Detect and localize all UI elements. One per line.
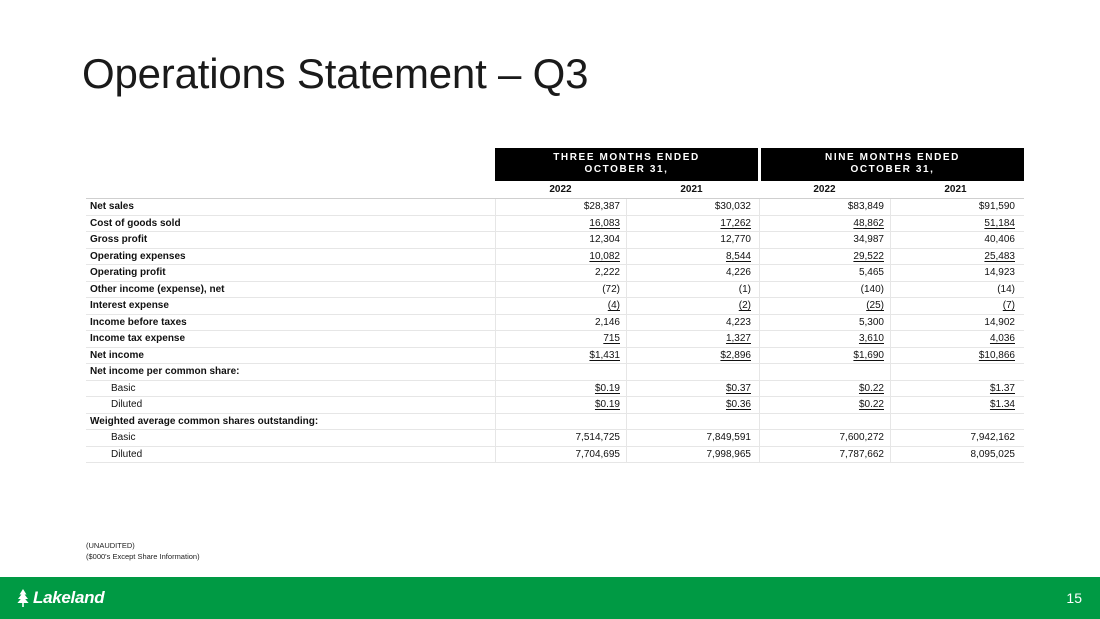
value-cell [759,232,890,248]
table-row [86,232,1024,249]
row-label: Net income per common share: [90,366,240,377]
value-cell [495,265,626,281]
group-header-three-months [495,148,758,181]
row-label: Income tax expense [90,333,186,344]
table-row [86,199,1024,216]
table-row [86,298,1024,315]
value-cell [626,364,757,380]
page-title: Operations Statement – Q3 [82,50,589,97]
value-cell [626,265,757,281]
value-text: 715 [603,333,620,344]
value-text: 7,942,162 [970,432,1015,443]
value-cell [495,348,626,364]
value-cell [890,298,1021,314]
value-text: 2,222 [594,267,620,278]
value-cell [495,447,626,463]
value-text: $0.19 [594,382,620,394]
value-cell [890,348,1021,364]
row-label: Weighted average common shares outstanding: [90,415,319,427]
table-row [86,414,1024,431]
value-cell [759,381,890,397]
value-text: $0.22 [858,399,884,410]
value-text: $1.37 [989,382,1015,394]
table-row [86,216,1024,233]
row-label: Basic [111,432,136,443]
value-text: 1,327 [725,333,751,344]
value-text: $30,032 [714,201,751,212]
value-cell [890,315,1021,331]
value-text: (7) [1002,300,1015,311]
footnote-units: ($000's Except Share Information) [86,552,200,561]
year-header: 2022 [549,184,572,195]
value-cell [495,249,626,265]
value-text: 4,223 [725,316,751,328]
value-cell [495,430,626,446]
value-cell [626,331,757,347]
value-text: 48,862 [853,217,884,229]
value-cell [495,298,626,314]
value-cell [759,364,890,380]
value-cell [495,282,626,298]
value-text: $10,866 [978,349,1015,361]
value-cell [890,216,1021,232]
value-cell [626,315,757,331]
row-label: Gross profit [90,234,148,245]
value-text: $1.34 [989,399,1015,410]
table-row [86,430,1024,447]
value-text: 29,522 [853,250,884,262]
row-label: Cost of goods sold [90,217,181,229]
value-cell [759,216,890,232]
value-cell [626,199,757,215]
value-text: $28,387 [583,201,620,212]
value-cell [495,232,626,248]
logo-wordmark: Lakeland [33,588,105,607]
value-text: 8,095,025 [970,448,1015,460]
table-row [86,364,1024,381]
value-cell [890,414,1021,430]
group-header-line1: THREE MONTHS ENDED [553,152,700,163]
value-cell [759,199,890,215]
table-row [86,348,1024,365]
table-row [86,249,1024,266]
value-text: (1) [738,283,751,295]
value-text: $0.36 [725,399,751,410]
value-cell [626,282,757,298]
value-text: 7,998,965 [706,448,751,460]
value-text: (25) [866,300,884,311]
value-cell [890,232,1021,248]
value-text: $83,849 [847,201,884,212]
value-cell [495,331,626,347]
value-text: 14,923 [984,267,1015,278]
value-text: (2) [738,300,751,311]
group-header-line2: OCTOBER 31, [584,164,669,175]
value-text: 7,704,695 [575,448,620,460]
year-header-row [86,181,1024,199]
value-cell [626,348,757,364]
value-text: $0.19 [594,399,620,410]
value-text: 5,465 [858,267,884,278]
value-text: 17,262 [720,217,751,229]
group-header-nine-months [761,148,1024,181]
value-text: 7,787,662 [839,448,884,460]
year-header: 2022 [813,184,836,195]
row-label: Basic [111,382,136,394]
value-cell [626,232,757,248]
value-text: $0.37 [725,382,751,394]
value-text: (4) [607,300,620,311]
year-header: 2021 [680,184,703,195]
value-cell [495,397,626,413]
value-text: 3,610 [858,333,884,344]
value-cell [890,282,1021,298]
footer-bar [0,577,1100,619]
row-label: Diluted [111,399,143,410]
value-cell [759,249,890,265]
table-row [86,265,1024,282]
value-cell [495,364,626,380]
value-text: 4,036 [989,333,1015,344]
footnote-unaudited: (UNAUDITED) [86,541,135,550]
value-cell [759,414,890,430]
operations-statement-table [86,148,1024,463]
value-text: 8,544 [725,250,751,262]
value-cell [626,249,757,265]
value-text: (14) [997,283,1015,295]
value-text: 34,987 [853,234,884,245]
value-text: 7,514,725 [575,432,620,443]
value-text: 16,083 [589,217,620,229]
table-row [86,331,1024,348]
row-label: Interest expense [90,300,169,311]
value-text: 25,483 [984,250,1015,262]
value-cell [626,430,757,446]
table-row [86,282,1024,299]
row-label: Net sales [90,201,134,212]
header-spacer [86,148,495,181]
value-text: 7,849,591 [706,432,751,443]
value-cell [626,397,757,413]
year-header: 2021 [944,184,967,195]
table-row [86,381,1024,398]
group-header-line2: OCTOBER 31, [850,164,935,175]
value-text: $0.22 [858,382,884,394]
value-cell [495,414,626,430]
row-label: Income before taxes [90,316,187,328]
value-cell [890,381,1021,397]
value-text: $2,896 [720,349,751,361]
value-cell [759,447,890,463]
value-text: 5,300 [858,316,884,328]
value-cell [890,397,1021,413]
page-number: 15 [1066,590,1082,606]
table-row [86,397,1024,414]
value-cell [890,430,1021,446]
value-text: (72) [602,283,620,295]
value-text: 51,184 [984,217,1015,229]
value-cell [626,414,757,430]
value-cell [495,199,626,215]
value-text: (140) [860,283,884,295]
value-cell [890,199,1021,215]
value-cell [759,331,890,347]
value-text: 7,600,272 [839,432,884,443]
value-cell [626,298,757,314]
row-label: Other income (expense), net [90,283,225,295]
value-text: $1,690 [853,349,884,361]
value-cell [890,447,1021,463]
table-row [86,315,1024,332]
value-cell [759,315,890,331]
group-header-row [86,148,1024,181]
value-text: $1,431 [589,349,620,361]
value-text: 2,146 [594,316,620,328]
value-cell [890,331,1021,347]
value-cell [495,315,626,331]
leaf-logo-icon [16,589,30,607]
value-cell [759,282,890,298]
row-label: Operating profit [90,267,166,278]
value-cell [495,381,626,397]
row-label: Diluted [111,448,143,460]
value-text: 14,902 [984,316,1015,328]
value-text: 4,226 [725,267,751,278]
group-header-line1: NINE MONTHS ENDED [825,152,960,163]
value-cell [626,381,757,397]
value-text: 40,406 [984,234,1015,245]
value-cell [759,430,890,446]
value-cell [759,265,890,281]
value-text: 12,304 [589,234,620,245]
value-text: $91,590 [978,201,1015,212]
year-row-spacer [86,181,495,198]
value-text: 12,770 [720,234,751,245]
value-cell [890,265,1021,281]
row-label: Operating expenses [90,250,186,262]
value-text: 10,082 [589,250,620,262]
value-cell [759,348,890,364]
table-row [86,447,1024,464]
row-label: Net income [90,349,144,361]
value-cell [495,216,626,232]
value-cell [626,447,757,463]
value-cell [759,397,890,413]
value-cell [890,249,1021,265]
value-cell [890,364,1021,380]
company-logo [16,588,104,608]
value-cell [626,216,757,232]
value-cell [759,298,890,314]
